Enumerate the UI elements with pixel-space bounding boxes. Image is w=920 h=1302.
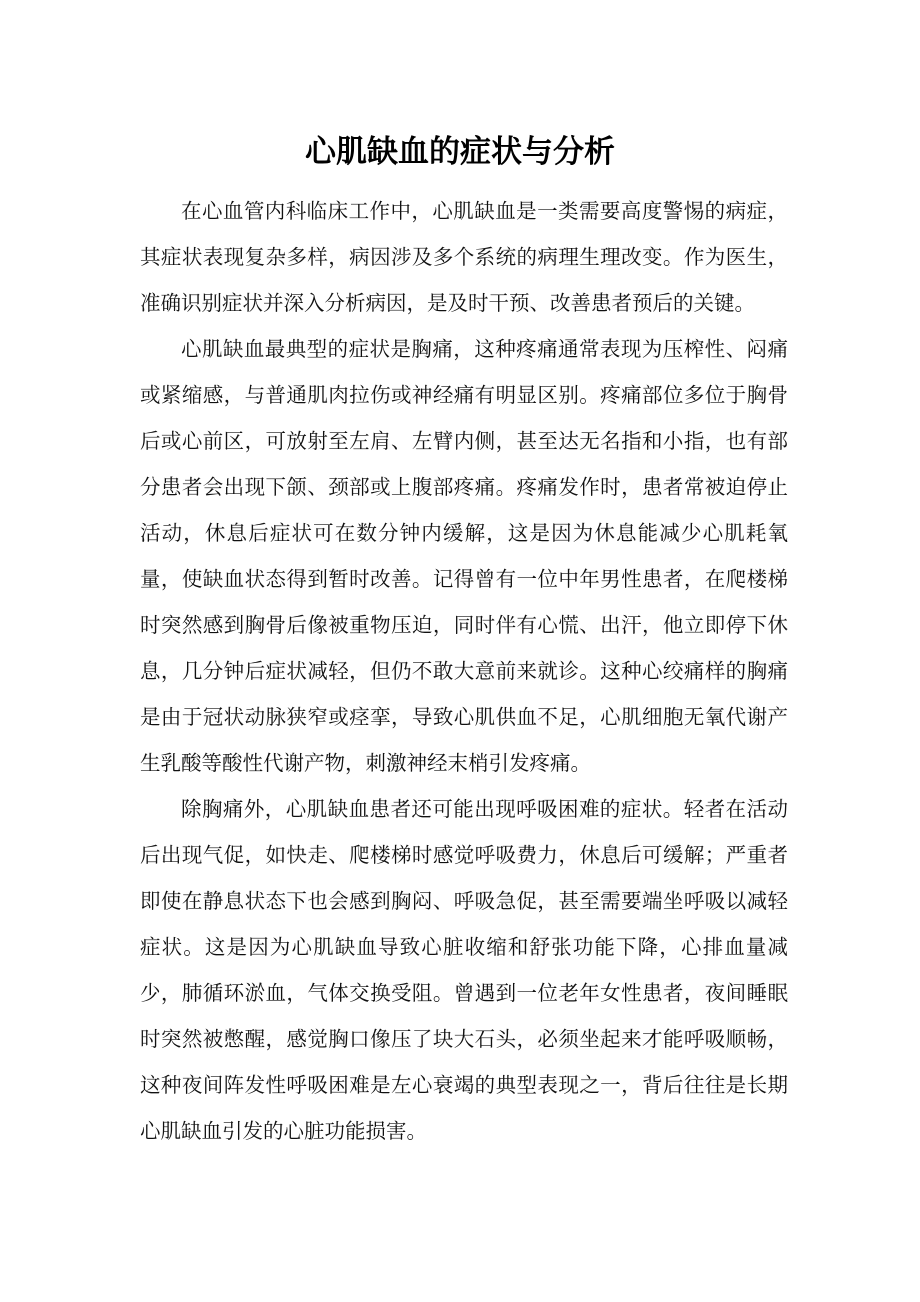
page-title: 心肌缺血的症状与分析 xyxy=(305,134,615,170)
paragraph-dyspnea: 除胸痛外，心肌缺血患者还可能出现呼吸困难的症状。轻者在活动后出现气促，如快走、爬楼梯时感觉呼吸费力，休息后可缓解；严重者即使在静息状态下也会感到胸闷、呼吸急促，甚至需要端坐呼吸以减轻症状。这是因为心肌缺血导致心脏收缩和舒张功能下降，心排血量减少，肺循环淤血，气体交换受阻。曾遇到一位老年女性患者，夜间睡眠时突然被憋醒，感觉胸口像压了块大石头，必须坐起来才能呼吸顺畅，这种夜间阵发性呼吸困难是左心衰竭的典型表现之一，背后往往是长期心肌缺血引发的心脏功能损害。 xyxy=(140,797,788,1143)
paragraph-intro: 在心血管内科临床工作中，心肌缺血是一类需要高度警惕的病症，其症状表现复杂多样，病因涉及多个系统的病理生理改变。作为医生，准确识别症状并深入分析病因，是及时干预、改善患者预后的关键。 xyxy=(140,199,788,315)
document-body xyxy=(140,188,788,1154)
paragraph-chest-pain: 心肌缺血最典型的症状是胸痛，这种疼痛通常表现为压榨性、闷痛或紧缩感，与普通肌肉拉伤或神经痛有明显区别。疼痛部位多位于胸骨后或心前区，可放射至左肩、左臂内侧，甚至达无名指和小指，也有部分患者会出现下颌、颈部或上腹部疼痛。疼痛发作时，患者常被迫停止活动，休息后症状可在数分钟内缓解，这是因为休息能减少心肌耗氧量，使缺血状态得到暂时改善。记得曾有一位中年男性患者，在爬楼梯时突然感到胸骨后像被重物压迫，同时伴有心慌、出汗，他立即停下休息，几分钟后症状减轻，但仍不敢大意前来就诊。这种心绞痛样的胸痛是由于冠状动脉狭窄或痉挛，导致心肌供血不足，心肌细胞无氧代谢产生乳酸等酸性代谢产物，刺激神经末梢引发疼痛。 xyxy=(140,337,788,775)
